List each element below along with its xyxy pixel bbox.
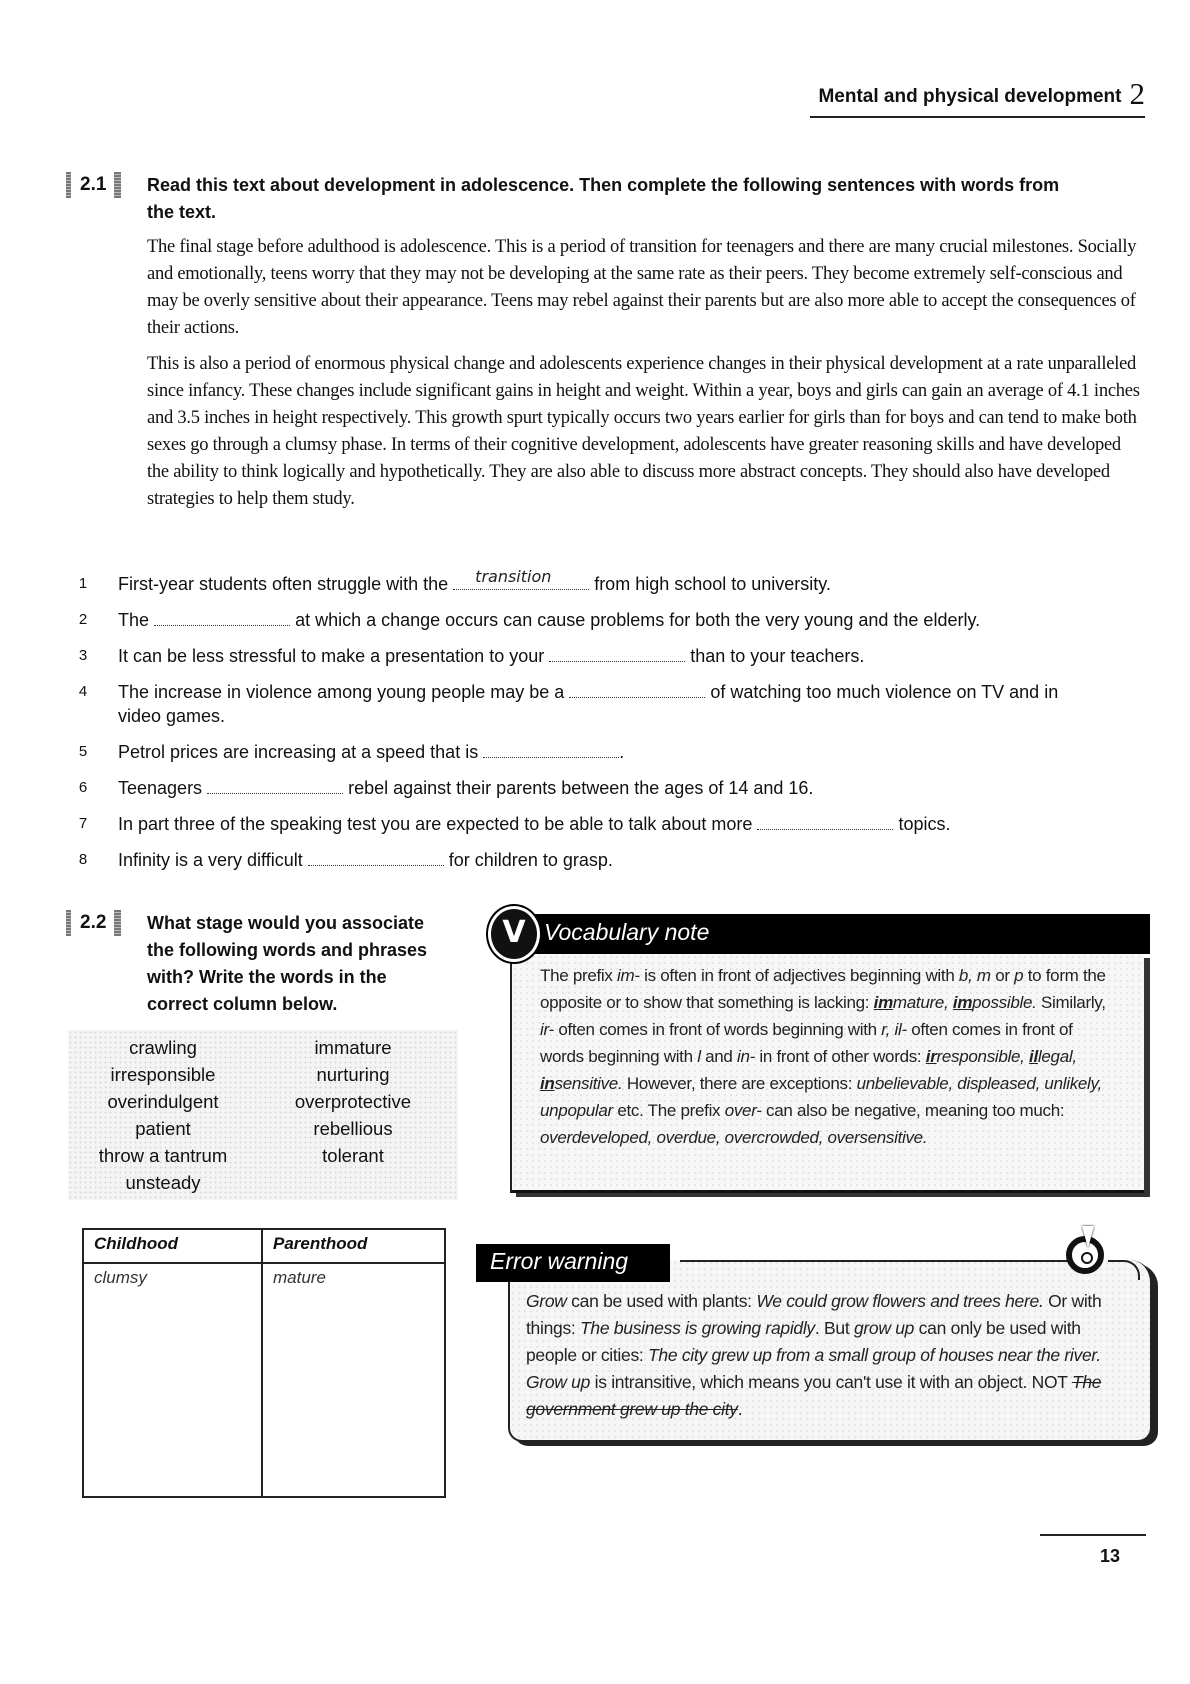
error-warning-box bbox=[508, 1260, 1152, 1442]
sentence-5: 5 Petrol prices are increasing at a speed that is . bbox=[78, 742, 625, 762]
vocabulary-note-header bbox=[510, 914, 1150, 954]
vocabulary-note-title: Vocabulary note bbox=[544, 919, 710, 945]
exercise-2-2-instruction: What stage would you associate the following words and phrases with? Write the words in the correct column below. bbox=[147, 913, 428, 1014]
vocabulary-note-box bbox=[510, 954, 1144, 1193]
word: rebellious bbox=[313, 1118, 393, 1139]
childhood-cell[interactable]: clumsy bbox=[84, 1264, 263, 1496]
word: irresponsible bbox=[110, 1064, 216, 1085]
word-bank bbox=[68, 1030, 458, 1200]
parenthood-cell[interactable]: mature bbox=[273, 1268, 326, 1287]
word: overindulgent bbox=[107, 1091, 219, 1112]
answer-blank[interactable] bbox=[569, 683, 705, 698]
handwritten-answer: transition bbox=[475, 567, 552, 586]
label-bar-icon bbox=[114, 172, 121, 198]
sentence-8: 8 Infinity is a very difficult for children to grasp. bbox=[78, 850, 613, 870]
column-header-parenthood: Parenthood bbox=[263, 1230, 444, 1264]
answer-blank[interactable] bbox=[483, 743, 619, 758]
sentence-3: 3 It can be less stressful to make a presentation to your than to your teachers. bbox=[78, 646, 865, 666]
paragraph: This is also a period of enormous physical change and adolescents experience changes in their physical development at a rate unparalleled since infancy. These changes include significant gains in height and weight. Within a year, boys and girls can gain an average of 4.1 inches and 3.5 inches in height respectively. This growth spurt typically occurs two years earlier for girls than for boys and can tend to make both sexes go through a clumsy phase. In terms of their cognitive development, adolescents have greater reasoning skills and have developed the ability to think logically and hypothetically. They are also able to discuss more abstract concepts. They should also have developed strategies to help them study. bbox=[147, 354, 1140, 509]
word: patient bbox=[135, 1118, 191, 1139]
unit-number: 2 bbox=[1129, 76, 1145, 111]
exercise-label-2-2: 2.2 bbox=[66, 910, 121, 936]
sentence-2: 2 The at which a change occurs can cause problems for both the very young and the elderly. bbox=[78, 610, 981, 630]
sentence-1: 1 First-year students often struggle with the transition from high school to university. bbox=[78, 567, 831, 594]
word: nurturing bbox=[316, 1064, 390, 1085]
warning-exclamation-icon bbox=[1066, 1236, 1104, 1274]
chapter-title: Mental and physical development bbox=[818, 86, 1122, 107]
gap-fill-sentences bbox=[72, 567, 1072, 884]
word: immature bbox=[314, 1037, 392, 1058]
error-warning-header bbox=[476, 1244, 670, 1282]
sentence-4: 4 The increase in violence among young people may be a of watching too much violence on TV and in video games. bbox=[78, 682, 1059, 726]
answer-blank[interactable] bbox=[308, 851, 444, 866]
divider bbox=[680, 1260, 1070, 1262]
word: tolerant bbox=[322, 1145, 384, 1166]
page-number: 13 bbox=[1100, 1546, 1121, 1566]
answer-blank[interactable] bbox=[453, 567, 589, 590]
vocabulary-note-text: The prefix im- is often in front of adjectives beginning with b, m or p to form the opposite or to show that something is lacking: immature, impossible. Similarly, ir- often comes in front of words beginning with r, il- often comes in front of words beginning with l and in- in front of other words: irresponsible, illegal, insensitive. However, there are exceptions: unbelievable, displeased, unlikely, unpopular etc. The prefix over- can also be negative, meaning too much: overdeveloped, overdue, overcrowded, oversensitive. bbox=[540, 966, 1106, 1147]
word-bank-right-column bbox=[268, 1034, 438, 1169]
label-bar-icon bbox=[66, 910, 71, 936]
sentence-7: 7 In part three of the speaking test you are expected to be able to talk about more topics. bbox=[78, 814, 951, 834]
error-warning-text: Grow can be used with plants: We could grow flowers and trees here. Or with things: The business is growing rapidly. But grow up can only be used with people or cities: The city grew up from a small group of houses near the river. Grow up is intransitive, which means you can't use it with an object. NOT The government grew up the city. bbox=[526, 1291, 1102, 1419]
paragraph: The final stage before adulthood is adolescence. This is a period of transition for teenagers and there are many crucial milestones. Socially and emotionally, teens worry that they may not be developing at the same rate as their peers. They become extremely self-conscious and may be overly sensitive about their appearance. Teens may rebel against their parents but are also more able to accept the consequences of their actions. bbox=[147, 237, 1137, 338]
footer-rule bbox=[1040, 1534, 1146, 1536]
stage-table bbox=[82, 1228, 446, 1498]
vocabulary-v-icon: V bbox=[488, 906, 540, 962]
exercise-2-1-instruction: Read this text about development in adolescence. Then complete the following sentences with words from the text. bbox=[147, 175, 1060, 222]
exercise-label-2-1: 2.1 bbox=[66, 172, 121, 198]
word-bank-left-column bbox=[78, 1034, 248, 1196]
answer-blank[interactable] bbox=[207, 779, 343, 794]
word: crawling bbox=[129, 1037, 197, 1058]
label-bar-icon bbox=[114, 910, 121, 936]
reading-passage bbox=[147, 234, 1147, 522]
word: throw a tantrum bbox=[98, 1145, 228, 1166]
error-warning-title: Error warning bbox=[490, 1248, 629, 1274]
sentence-6: 6 Teenagers rebel against their parents between the ages of 14 and 16. bbox=[78, 778, 814, 798]
running-header bbox=[810, 76, 1145, 118]
label-bar-icon bbox=[66, 172, 71, 198]
word: overprotective bbox=[294, 1091, 412, 1112]
column-header-childhood: Childhood bbox=[84, 1230, 263, 1264]
answer-blank[interactable] bbox=[154, 611, 290, 626]
answer-blank[interactable] bbox=[757, 815, 893, 830]
answer-blank[interactable] bbox=[549, 647, 685, 662]
word: unsteady bbox=[125, 1172, 201, 1193]
